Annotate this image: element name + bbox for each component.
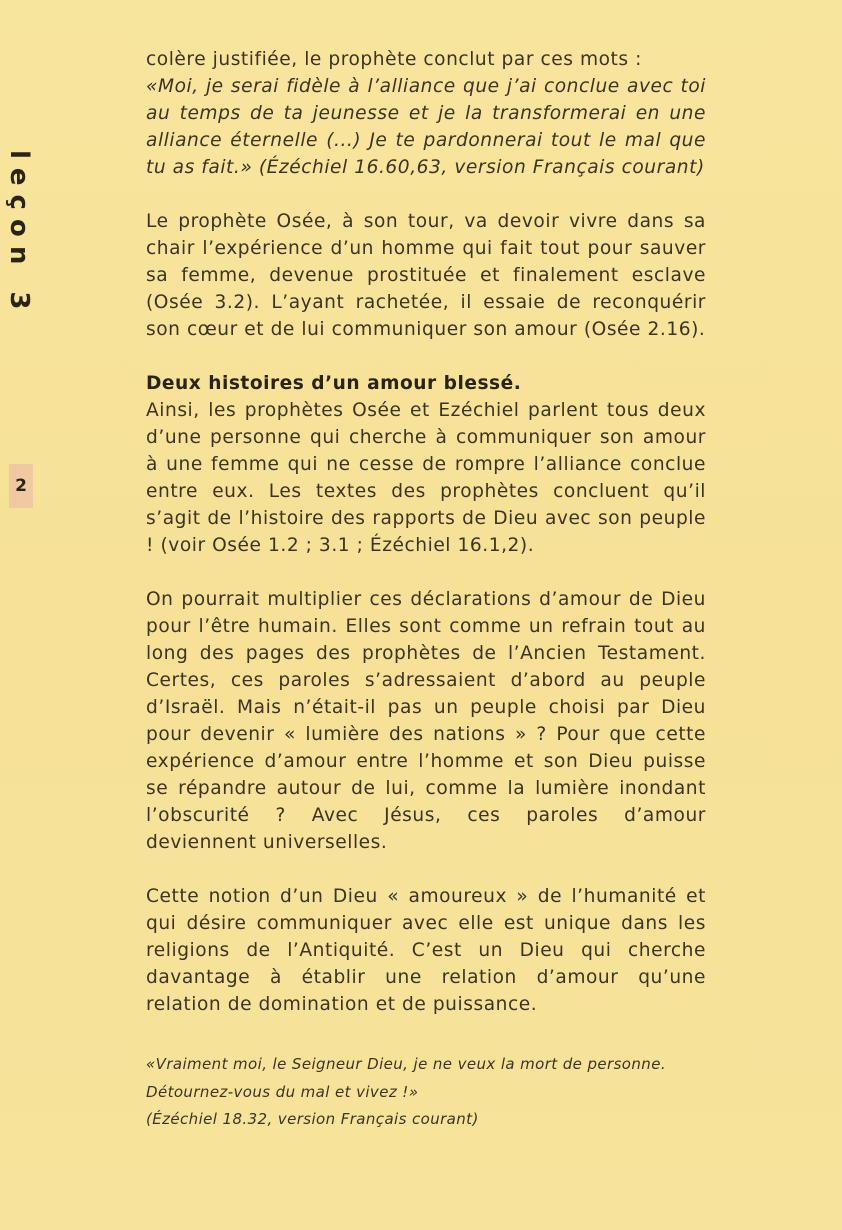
page-number-tab <box>9 464 33 508</box>
section-heading: Deux histoires d’un amour blessé. <box>146 373 522 394</box>
lesson-label-text: leçon 3 <box>4 150 34 319</box>
closing-quote <box>146 1051 706 1134</box>
closing-quote-reference: (Ézéchiel 18.32, version Français courant) <box>146 1110 479 1128</box>
osee-paragraph: Le prophète Osée, à son tour, va devoir vivre dans sa chair l’expérience d’un homme qui fait tout pour sauver sa femme, devenue prostituée et finalement esclave (Osée 3.2). L’ayant rachetée, il essaie de reconquérir son cœur et de lui communiquer son amour (Osée 2.16). <box>146 211 706 340</box>
closing-quote-line-1: «Vraiment moi, le Seigneur Dieu, je ne veux la mort de personne. <box>146 1055 666 1073</box>
ezekiel-quote: «Moi, je serai fidèle à l’alliance que j’ai conclue avec toi au temps de ta jeunesse et je la transformerai en une alliance éternelle (...) Je te pardonnerai tout le mal que tu as fait.» (Ézéchiel 16.60,63, version Français courant) <box>146 76 706 178</box>
intro-text: colère justifiée, le prophète conclut par ces mots : <box>146 49 642 70</box>
main-text <box>146 46 706 1018</box>
notion-paragraph: Cette notion d’un Dieu « amoureux » de l’humanité et qui désire communiquer avec elle est unique dans les religions de l’Antiquité. C’est un Dieu qui cherche davantage à établir une relation d’amour qu’une relation de domination et de puissance. <box>146 886 706 1015</box>
section-paragraph: Ainsi, les prophètes Osée et Ezéchiel parlent tous deux d’une personne qui cherche à communiquer son amour à une femme qui ne cesse de rompre l’alliance conclue entre eux. Les textes des prophètes concluent qu’il s’agit de l’histoire des rapports de Dieu avec son peuple ! (voir Osée 1.2 ; 3.1 ; Ézéchiel 16.1,2). <box>146 400 706 556</box>
closing-quote-line-2: Détournez-vous du mal et vivez !» <box>146 1082 419 1101</box>
page-number: 2 <box>15 476 27 496</box>
lesson-side-label <box>4 150 34 319</box>
multiply-paragraph: On pourrait multiplier ces déclarations d’amour de Dieu pour l’être humain. Elles sont comme un refrain tout au long des pages des prophètes de l’Ancien Testament. Certes, ces paroles s’adressaient d’abord au peuple d’Israël. Mais n’était-il pas un peuple choisi par Dieu pour devenir « lumière des nations » ? Pour que cette expérience d’amour entre l’homme et son Dieu puisse se répandre autour de lui, comme la lumière inondant l’obscurité ? Avec Jésus, ces paroles d’amour deviennent universelles. <box>146 589 706 853</box>
